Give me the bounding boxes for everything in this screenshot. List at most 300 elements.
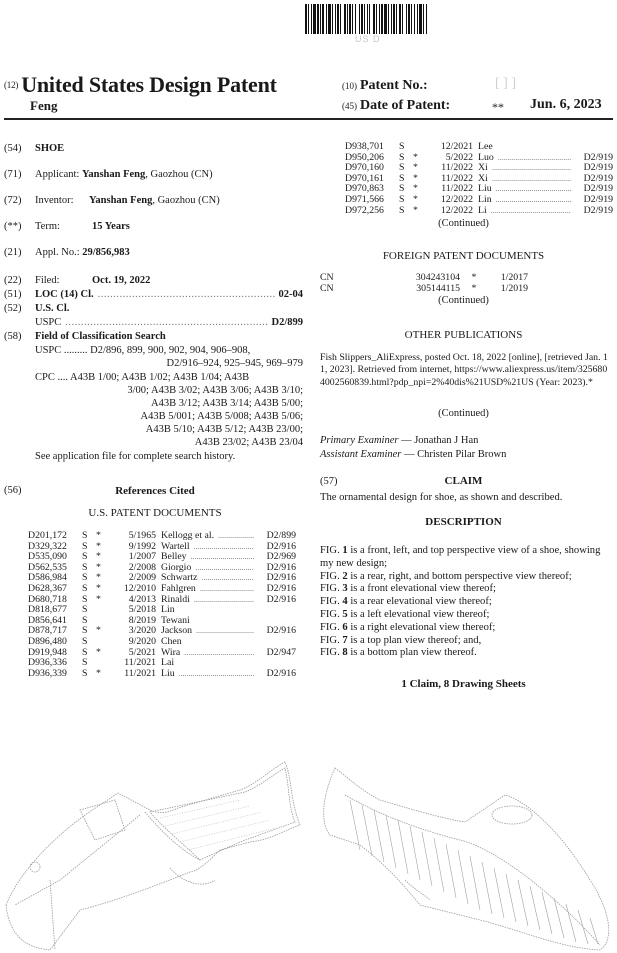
fig-number: 2	[342, 570, 348, 582]
reference-number: D628,367	[28, 582, 67, 594]
leader-dots	[98, 289, 275, 300]
leader-dots	[196, 626, 254, 637]
us-classification-label: U.S. Cl.	[35, 303, 70, 314]
reference-date: 11/2021	[124, 667, 156, 679]
reference-row	[28, 584, 296, 595]
leader-dots	[194, 595, 254, 606]
uspc-value: D2/899	[271, 317, 303, 328]
reference-inventor: Fahlgren	[161, 583, 196, 594]
reference-number: D972,256	[345, 204, 384, 216]
cited-by-examiner-marker	[413, 142, 431, 153]
label: Assistant Examiner	[320, 449, 402, 460]
us-references-list-left	[28, 531, 296, 679]
leader-dots	[491, 206, 571, 217]
loc-classification	[35, 289, 303, 300]
continued-note: (Continued)	[438, 408, 489, 419]
leader-dots	[496, 195, 571, 206]
search-cpc-values-continued: 3/00; A43B 3/02; A43B 3/06; A43B 3/10;	[127, 385, 303, 396]
reference-inventor-cell	[161, 658, 258, 669]
reference-inventor-cell	[161, 573, 258, 584]
reference-classification: D2/919	[583, 183, 613, 195]
leader-dots	[498, 153, 571, 164]
fig-prefix: FIG.	[320, 545, 343, 556]
reference-kind: S	[82, 572, 88, 584]
term-value: 15 Years	[92, 221, 130, 232]
inventor	[35, 195, 220, 206]
applicant	[35, 169, 213, 180]
reference-kind: S	[82, 667, 88, 679]
reference-number: D818,677	[28, 604, 67, 616]
header-divider	[4, 118, 613, 120]
fig-text: is a bottom plan view thereof.	[347, 647, 477, 659]
reference-number: D971,566	[345, 193, 384, 205]
reference-number: D680,718	[28, 593, 67, 605]
reference-number: D896,480	[28, 635, 67, 647]
reference-classification: D2/916	[266, 582, 296, 594]
reference-inventor-cell	[478, 174, 575, 185]
cited-by-examiner-marker: *	[96, 625, 101, 637]
reference-classification	[258, 605, 296, 616]
cited-by-examiner-marker: *	[96, 530, 101, 541]
reference-kind: S	[82, 582, 88, 594]
reference-inventor-cell	[161, 669, 258, 680]
reference-kind: S	[82, 604, 88, 616]
reference-inventor-cell	[478, 206, 575, 217]
reference-kind: S	[82, 530, 88, 541]
reference-row	[345, 174, 613, 185]
reference-classification: D2/916	[266, 667, 296, 679]
foreign-country: CN	[320, 272, 334, 283]
cited-by-examiner-marker: *	[96, 582, 101, 594]
reference-inventor: Lin	[161, 605, 175, 616]
reference-kind: S	[399, 172, 405, 184]
reference-date: 9/1992	[128, 540, 156, 552]
reference-inventor: Liu	[478, 184, 492, 195]
reference-row	[345, 163, 613, 174]
figure-description	[320, 647, 615, 660]
description-heading: DESCRIPTION	[425, 516, 502, 528]
other-publications-heading: OTHER PUBLICATIONS	[404, 329, 523, 341]
reference-kind: S	[399, 193, 405, 205]
leader-dots	[200, 584, 254, 595]
figure-description	[320, 583, 615, 596]
reference-date: 12/2010	[123, 582, 156, 594]
reference-classification: D2/919	[583, 204, 613, 216]
reference-row	[28, 605, 296, 616]
reference-number: D878,717	[28, 625, 67, 637]
reference-date: 12/2022	[440, 204, 473, 216]
cited-by-examiner-marker: *	[413, 151, 418, 163]
fig-number: 7	[342, 634, 348, 646]
field-code: (51)	[4, 289, 22, 300]
field-code: (57)	[320, 476, 338, 487]
continued-note: (Continued)	[438, 218, 489, 229]
claims-sheets-summary: 1 Claim, 8 Drawing Sheets	[401, 678, 526, 690]
reference-number: D562,535	[28, 561, 67, 573]
reference-inventor-cell	[161, 595, 258, 606]
foreign-number: 304243104	[415, 272, 460, 283]
reference-classification: D2/916	[266, 572, 296, 584]
fig-prefix: FIG.	[320, 583, 343, 595]
reference-row	[28, 648, 296, 659]
reference-inventor: Luo	[478, 152, 494, 163]
reference-number: D856,641	[28, 614, 67, 626]
cited-by-examiner-marker: *	[413, 204, 418, 216]
field-code: (22)	[4, 275, 22, 286]
reference-number: D936,336	[28, 657, 67, 669]
reference-kind: S	[82, 635, 88, 647]
search-cpc-line	[35, 372, 249, 383]
reference-classification: D2/919	[583, 162, 613, 174]
figure-description	[320, 571, 615, 584]
claim-text: The ornamental design for shoe, as shown and described.	[320, 492, 563, 503]
field-code: (21)	[4, 247, 22, 258]
references-cited-heading: References Cited	[115, 485, 195, 497]
field-code: (12)	[4, 80, 19, 90]
barcode-caption: US D	[355, 34, 381, 44]
cited-by-examiner-marker: *	[413, 162, 418, 174]
reference-date: 2/2009	[128, 572, 156, 584]
leader-dots	[194, 542, 254, 553]
leader-dots	[191, 552, 254, 563]
reference-date: 5/1965	[128, 530, 156, 541]
reference-kind: S	[399, 151, 405, 163]
label: USPC	[35, 317, 62, 328]
reference-date: 5/2018	[128, 604, 156, 616]
field-code: (58)	[4, 331, 22, 342]
term	[35, 221, 130, 232]
date-of-patent-label	[342, 98, 450, 114]
patent-number-value: [ ] ]	[495, 76, 516, 91]
filed-date: Oct. 19, 2022	[92, 275, 151, 286]
reference-classification	[575, 142, 613, 153]
date-marker: **	[492, 100, 504, 114]
cited-by-examiner-marker	[96, 605, 114, 616]
label: LOC (14) Cl.	[35, 289, 94, 300]
reference-classification: D2/916	[266, 540, 296, 552]
date-of-patent-value: Jun. 6, 2023	[530, 97, 602, 112]
figure-description	[320, 609, 615, 622]
cited-by-examiner-marker: *	[471, 282, 477, 294]
fig-text: is a rear elevational view thereof;	[347, 596, 492, 608]
search-uspc-values-continued: D2/916–924, 925–945, 969–979	[166, 358, 303, 369]
reference-row	[345, 153, 613, 164]
reference-number: D938,701	[345, 141, 384, 152]
search-cpc-values: .... A43B 1/00; A43B 1/02; A43B 1/04; A43B	[57, 372, 250, 383]
applicant-location: , Gaozhou (CN)	[145, 169, 213, 180]
fig-text: is a top plan view thereof; and,	[347, 634, 482, 646]
reference-row	[28, 542, 296, 553]
search-history-note: See application file for complete search history.	[35, 451, 236, 462]
fig-prefix: FIG.	[320, 596, 343, 608]
label: Patent No.:	[360, 78, 428, 93]
cited-by-examiner-marker: *	[96, 593, 101, 605]
field-code: (72)	[4, 195, 22, 206]
cited-by-examiner-marker: *	[96, 540, 101, 552]
application-number	[35, 247, 130, 258]
foreign-country: CN	[320, 282, 334, 294]
reference-row	[28, 669, 296, 680]
leader-dots	[492, 174, 571, 185]
reference-kind: S	[82, 561, 88, 573]
reference-row	[28, 531, 296, 542]
figure-description	[320, 635, 615, 648]
figure-descriptions	[320, 545, 615, 660]
reference-number: D950,206	[345, 151, 384, 163]
reference-kind: S	[399, 162, 405, 174]
reference-number: D329,322	[28, 540, 67, 552]
reference-date: 12/2022	[440, 193, 473, 205]
reference-kind: S	[82, 625, 88, 637]
cited-by-examiner-marker: *	[96, 646, 101, 658]
reference-classification: D2/969	[266, 551, 296, 563]
fig-prefix: FIG.	[320, 608, 343, 620]
reference-row	[28, 637, 296, 648]
field-code: (45)	[342, 101, 357, 111]
reference-kind: S	[82, 614, 88, 626]
leader-dots	[201, 573, 254, 584]
reference-inventor-cell	[161, 542, 258, 553]
barcode-bar	[427, 4, 428, 34]
fig-text: is a left elevational view thereof;	[347, 608, 490, 620]
reference-date: 11/2022	[441, 162, 473, 174]
reference-row	[28, 573, 296, 584]
claim-heading: CLAIM	[444, 475, 483, 487]
label: Appl. No.:	[35, 247, 80, 258]
reference-inventor-cell	[161, 626, 258, 637]
reference-date: 1/2007	[128, 551, 156, 563]
fig-prefix: FIG.	[320, 647, 343, 659]
reference-inventor: Lee	[478, 142, 493, 152]
reference-row	[28, 658, 296, 669]
reference-inventor-cell	[478, 153, 575, 164]
reference-number: D936,339	[28, 667, 67, 679]
label: Primary Examiner	[320, 435, 399, 446]
leader-dots	[65, 317, 267, 328]
reference-classification: D2/916	[266, 561, 296, 573]
us-patent-documents-heading: U.S. PATENT DOCUMENTS	[88, 507, 222, 519]
foreign-number: 305144115	[416, 282, 460, 294]
reference-inventor-cell	[478, 195, 575, 206]
reference-inventor: Wira	[161, 647, 181, 658]
fig-number: 8	[342, 647, 348, 659]
reference-date: 11/2021	[124, 657, 156, 669]
fig-text: is a front elevational view thereof;	[347, 583, 496, 595]
field-of-search-label: Field of Classification Search	[35, 331, 166, 342]
fig-text: is a rear, right, and bottom perspective view thereof;	[347, 570, 572, 582]
fig-number: 6	[342, 621, 348, 633]
reference-row	[28, 595, 296, 606]
barcode	[305, 4, 607, 34]
invention-title: SHOE	[35, 143, 65, 154]
loc-value: 02-04	[278, 289, 303, 300]
document-type: United States Design Patent	[21, 72, 277, 97]
fig-number: 1	[342, 545, 348, 556]
reference-number: D970,863	[345, 183, 384, 195]
search-cpc-values-continued: A43B 5/001; A43B 5/008; A43B 5/06;	[140, 411, 303, 422]
reference-classification	[258, 637, 296, 648]
cited-by-examiner-marker: *	[96, 572, 101, 584]
patent-number-label	[342, 78, 428, 94]
foreign-date: 1/2017	[500, 272, 528, 283]
cited-by-examiner-marker: *	[96, 561, 101, 573]
fig-prefix: FIG.	[320, 570, 343, 582]
reference-inventor: Li	[478, 205, 487, 216]
reference-row	[28, 626, 296, 637]
leader-dots	[179, 669, 254, 680]
reference-date: 3/2020	[128, 625, 156, 637]
leader-dots	[218, 531, 254, 542]
search-cpc-values-continued: A43B 23/02; A43B 23/04	[194, 437, 303, 448]
reference-kind: S	[82, 646, 88, 658]
reference-number: D201,172	[28, 530, 67, 541]
reference-number: D586,984	[28, 572, 67, 584]
document-type-title	[4, 72, 277, 98]
label: Applicant:	[35, 169, 80, 180]
reference-inventor: Wartell	[161, 541, 190, 552]
reference-classification: D2/919	[583, 172, 613, 184]
reference-kind: S	[399, 183, 405, 195]
cited-by-examiner-marker: *	[413, 172, 418, 184]
reference-inventor-cell	[478, 142, 575, 153]
reference-number: D970,161	[345, 172, 384, 184]
reference-inventor-cell	[161, 616, 258, 627]
reference-inventor: Liu	[161, 668, 175, 679]
leader-dots	[492, 163, 571, 174]
search-uspc-values: ......... D2/896, 899, 900, 902, 904, 906–908,	[63, 345, 251, 356]
continued-note: (Continued)	[438, 295, 489, 306]
reference-inventor-cell	[161, 648, 258, 659]
field-code: (10)	[342, 81, 357, 91]
reference-date: 5/2021	[128, 646, 156, 658]
label: Inventor:	[35, 195, 74, 206]
reference-date: 5/2022	[445, 151, 473, 163]
fig-prefix: FIG.	[320, 634, 343, 646]
reference-inventor: Belley	[161, 552, 187, 563]
foreign-references-list	[320, 273, 610, 294]
field-code: (52)	[4, 303, 22, 314]
reference-date: 8/2019	[128, 614, 156, 626]
inventor-location: , Gaozhou (CN)	[152, 195, 220, 206]
reference-number: D919,948	[28, 646, 67, 658]
reference-inventor: Lin	[478, 194, 492, 205]
reference-number: D535,090	[28, 551, 67, 563]
uspc-classification	[35, 317, 303, 328]
figure-description	[320, 545, 615, 571]
figure-description	[320, 622, 615, 635]
cited-by-examiner-marker	[96, 637, 114, 648]
reference-kind: S	[82, 593, 88, 605]
reference-inventor: Kellogg et al.	[161, 531, 215, 541]
label: Date of Patent:	[360, 98, 451, 113]
assistant-examiner	[320, 449, 506, 460]
reference-kind: S	[82, 551, 88, 563]
reference-inventor: Xi	[478, 173, 488, 184]
reference-classification: D2/916	[266, 593, 296, 605]
reference-kind: S	[399, 204, 405, 216]
reference-inventor-cell	[161, 531, 258, 542]
cited-by-examiner-marker: *	[471, 272, 477, 283]
fig-number: 5	[342, 608, 348, 620]
field-code: (71)	[4, 169, 22, 180]
field-code: (56)	[4, 485, 22, 496]
reference-inventor-cell	[478, 163, 575, 174]
reference-inventor-cell	[161, 552, 258, 563]
cited-by-examiner-marker: *	[413, 193, 418, 205]
reference-date: 11/2022	[441, 172, 473, 184]
cited-by-examiner-marker: *	[96, 551, 101, 563]
reference-date: 12/2021	[440, 141, 473, 152]
reference-kind: S	[399, 141, 405, 152]
reference-kind: S	[82, 657, 88, 669]
label: Filed:	[35, 275, 60, 286]
reference-row	[345, 184, 613, 195]
figure-description	[320, 596, 615, 609]
inventor-name: Yanshan Feng	[89, 195, 153, 206]
cited-by-examiner-marker: *	[96, 667, 101, 679]
primary-examiner-name: — Jonathan J Han	[398, 435, 479, 446]
assistant-examiner-name: — Christen Pilar Brown	[401, 449, 507, 460]
reference-date: 2/2008	[128, 561, 156, 573]
reference-inventor-cell	[161, 605, 258, 616]
inventor-surname: Feng	[30, 98, 58, 113]
reference-inventor: Xi	[478, 163, 488, 174]
other-publication-entry: Fish Slippers_AliExpress, posted Oct. 18, 2022 [online], [retrieved Jan. 11, 2023]. Retrieved from internet, https://www.aliexpress.us/item/3256804002560839.html?pdp_npi=2%40dis%21USD%21US (Year: 2023).*	[320, 352, 608, 388]
reference-inventor-cell	[161, 584, 258, 595]
reference-row	[28, 563, 296, 574]
reference-inventor: Lai	[161, 658, 175, 669]
application-number-value: 29/856,983	[82, 247, 130, 258]
cited-by-examiner-marker: *	[413, 183, 418, 195]
shoe-drawing	[0, 760, 617, 953]
foreign-date: 1/2019	[500, 282, 528, 294]
foreign-reference-row	[320, 273, 610, 284]
us-references-list-right	[345, 142, 613, 216]
leader-dots	[184, 648, 254, 659]
fig-number: 3	[342, 583, 348, 595]
reference-classification: D2/899	[266, 530, 296, 541]
fig-prefix: FIG.	[320, 621, 343, 633]
reference-kind: S	[82, 540, 88, 552]
reference-row	[28, 552, 296, 563]
reference-inventor-cell	[478, 184, 575, 195]
shoe-illustration-icon	[0, 700, 617, 953]
reference-inventor: Jackson	[161, 626, 193, 637]
search-cpc-values-continued: A43B 5/10; A43B 5/12; A43B 23/00;	[145, 424, 303, 435]
reference-classification: D2/916	[266, 625, 296, 637]
reference-row	[345, 206, 613, 217]
primary-examiner	[320, 435, 478, 446]
leader-dots	[496, 184, 571, 195]
applicant-name: Yanshan Feng	[81, 169, 146, 180]
fig-text: is a front, left, and top perspective view of a shoe, showing my new design;	[320, 545, 601, 569]
foreign-reference-row	[320, 284, 610, 295]
field-code: (**)	[4, 221, 22, 232]
leader-dots	[195, 563, 254, 574]
label: CPC	[35, 372, 55, 383]
foreign-patent-documents-heading: FOREIGN PATENT DOCUMENTS	[382, 250, 545, 262]
search-cpc-values-continued: A43B 3/12; A43B 3/14; A43B 5/00;	[151, 398, 303, 409]
label: USPC	[35, 345, 62, 356]
reference-row	[345, 195, 613, 206]
reference-classification: D2/947	[266, 646, 296, 658]
fig-number: 4	[342, 596, 348, 608]
search-uspc-line	[35, 345, 250, 356]
reference-number: D970,160	[345, 162, 384, 174]
reference-inventor: Rinaldi	[161, 594, 190, 605]
reference-row	[345, 142, 613, 153]
reference-date: 4/2013	[128, 593, 156, 605]
